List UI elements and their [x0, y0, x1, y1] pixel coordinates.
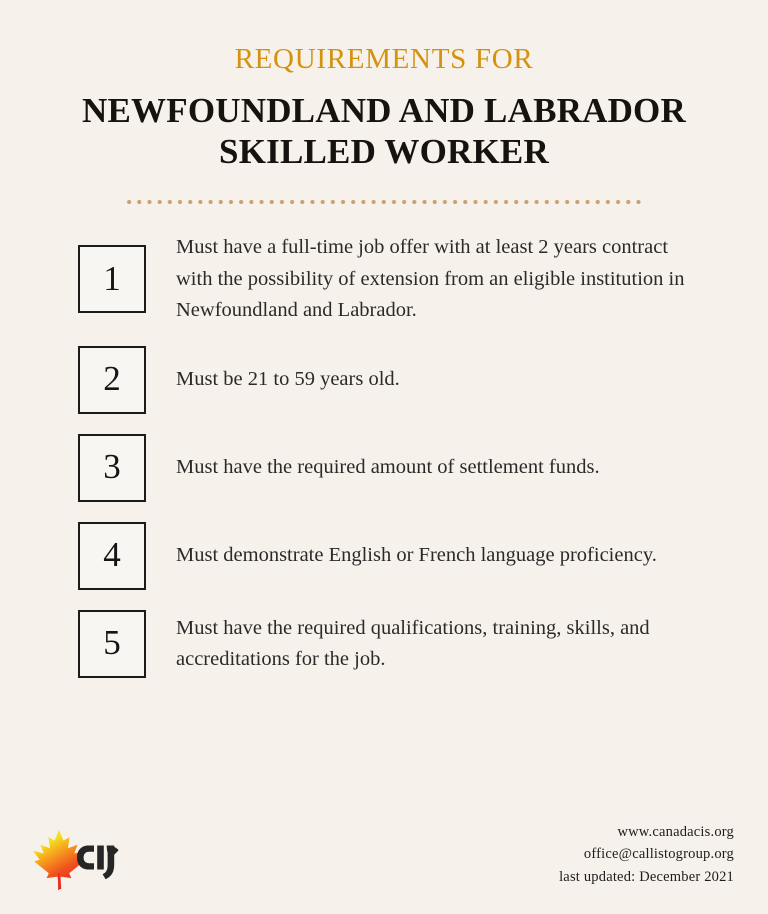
requirement-number: 3 — [103, 447, 121, 487]
list-item — [0, 610, 768, 678]
poster-footer — [0, 812, 768, 892]
maple-leaf-icon — [28, 828, 124, 890]
cis-wordmark-glyph — [77, 846, 119, 880]
requirement-number-box — [78, 245, 146, 313]
requirement-number-box — [78, 522, 146, 590]
page-title-line-1: NEWFOUNDLAND AND LABRADOR — [82, 90, 686, 130]
list-item — [0, 232, 768, 325]
list-item — [0, 434, 768, 502]
requirement-number: 4 — [103, 535, 121, 575]
contact-block — [559, 821, 734, 892]
brand-logo — [28, 826, 124, 892]
requirement-number-box — [78, 434, 146, 502]
poster-header — [0, 0, 768, 172]
eyebrow-heading: REQUIREMENTS FOR — [234, 43, 534, 75]
requirement-text: Must have the required qualifications, training, skills, and accreditations for the job. — [176, 616, 650, 670]
email-text[interactable]: office@callistogroup.org — [583, 846, 734, 863]
requirement-number: 2 — [103, 359, 121, 399]
requirement-text: Must have the required amount of settlement funds. — [176, 456, 600, 479]
requirements-list — [0, 232, 768, 677]
requirement-text: Must demonstrate English or French language proficiency. — [176, 544, 657, 567]
dotted-divider-wrap — [0, 199, 768, 205]
requirement-text: Must have a full-time job offer with at least 2 years contract with the possibility of extension from an eligible institution in Newfoundland and Labrador. — [176, 236, 685, 321]
list-item — [0, 346, 768, 414]
requirement-number: 5 — [103, 623, 121, 663]
requirement-number: 1 — [103, 258, 121, 298]
page-title-line-2: SKILLED WORKER — [219, 132, 549, 172]
requirement-number-box — [78, 346, 146, 414]
page-title — [0, 90, 768, 173]
dotted-divider — [124, 199, 644, 205]
list-item — [0, 522, 768, 590]
requirement-text: Must be 21 to 59 years old. — [176, 368, 400, 391]
requirement-number-box — [78, 610, 146, 678]
last-updated-text: last updated: December 2021 — [559, 868, 734, 885]
website-text[interactable]: www.canadacis.org — [617, 823, 734, 840]
